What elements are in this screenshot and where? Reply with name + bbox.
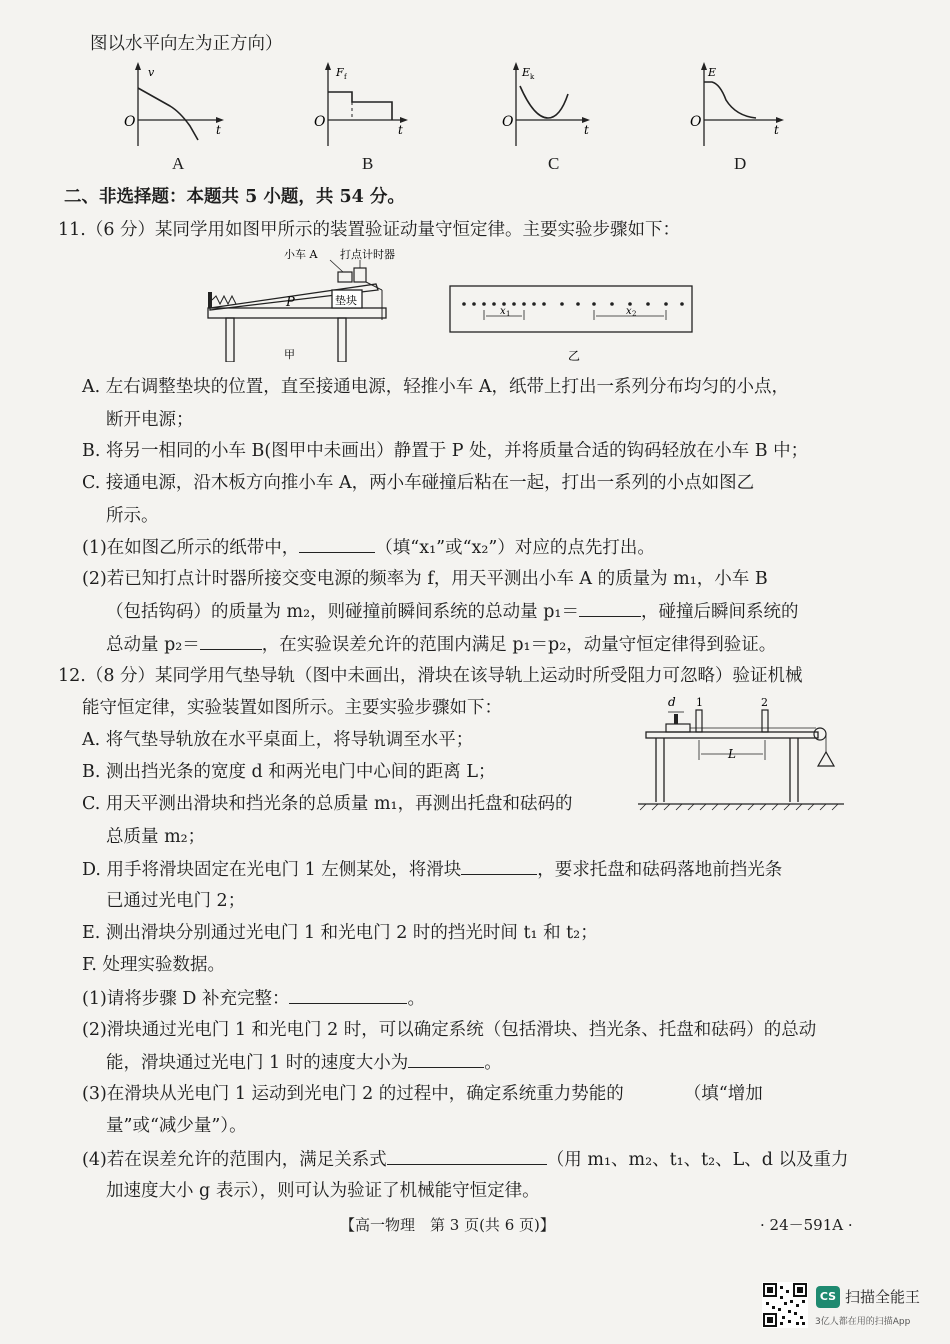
q12-step-c-2: 总质量 m₂； bbox=[106, 827, 206, 847]
section-2-title: 二、非选择题：本题共 5 小题，共 54 分。 bbox=[64, 187, 405, 207]
q12-sub1-a: (1)请将步骤 D 补充完整： bbox=[82, 989, 290, 1009]
option-b-label: B bbox=[362, 154, 374, 173]
q11-sub1 bbox=[82, 536, 655, 559]
q12-sub3-1 bbox=[82, 1083, 763, 1105]
q12-sub2-2 bbox=[106, 1051, 502, 1074]
x2-label: x bbox=[626, 306, 632, 317]
x1-label: x bbox=[500, 306, 506, 317]
graph-a-origin: O bbox=[124, 114, 136, 130]
tape bbox=[450, 286, 692, 332]
curve-c bbox=[520, 86, 568, 118]
graph-d bbox=[686, 60, 796, 150]
q11-sub1-a: (1)在如图乙所示的纸带中， bbox=[82, 538, 300, 558]
graph-a-ylabel: v bbox=[148, 66, 155, 79]
graph-a-xlabel: t bbox=[216, 123, 221, 137]
label-cart: 小车 A bbox=[284, 248, 318, 261]
q11-step-a-2: 断开电源； bbox=[106, 410, 194, 430]
q11-step-c-2: 所示。 bbox=[106, 506, 159, 526]
q12-step-d-1 bbox=[82, 858, 782, 881]
q12-step-f: F. 处理实验数据。 bbox=[82, 955, 226, 975]
graph-a bbox=[120, 60, 230, 150]
x1-sub: 1 bbox=[506, 310, 511, 318]
q12-step-d-2: 已通过光电门 2； bbox=[106, 891, 246, 911]
q12-step-a: A. 将气垫导轨放在水平桌面上，将导轨调至水平； bbox=[82, 730, 474, 750]
graph-b-ylabel: F bbox=[336, 66, 344, 79]
graph-c bbox=[498, 60, 608, 150]
q12-sub3-blank[interactable] bbox=[624, 1083, 684, 1099]
option-d-label: D bbox=[734, 154, 747, 173]
gate-2-label: 2 bbox=[761, 696, 768, 709]
x2-sub: 2 bbox=[632, 310, 637, 318]
graph-d-xlabel: t bbox=[774, 123, 779, 137]
label-block: 垫块 bbox=[335, 294, 357, 307]
light-bar bbox=[674, 714, 678, 724]
caption-jia: 甲 bbox=[284, 348, 295, 361]
q10-tail-text: 图以水平向左为正方向） bbox=[90, 34, 283, 54]
q12-intro-2: 能守恒定律，实验装置如图所示。主要实验步骤如下： bbox=[82, 698, 502, 718]
graph-c-xlabel: t bbox=[584, 123, 589, 137]
pulley bbox=[814, 728, 826, 740]
q11-sub2-1: (2)若已知打点计时器所接交变电源的频率为 f，用天平测出小车 A 的质量为 m₁，小车 B bbox=[82, 569, 768, 589]
qr-code-icon bbox=[762, 1282, 808, 1328]
q11-intro: 11.（6 分）某同学用如图甲所示的装置验证动量守恒定律。主要实验步骤如下： bbox=[58, 220, 681, 240]
q11-sub1-blank[interactable] bbox=[299, 536, 375, 553]
q12-step-d-blank[interactable] bbox=[461, 858, 537, 875]
label-p: P bbox=[286, 295, 295, 310]
scanner-logo-icon: CS bbox=[816, 1286, 840, 1308]
graph-d-origin: O bbox=[690, 114, 702, 130]
q12-step-d-1a: D. 用手将滑块固定在光电门 1 左侧某处，将滑块 bbox=[82, 860, 462, 880]
graph-b-origin: O bbox=[314, 114, 326, 130]
curve-d bbox=[704, 82, 756, 118]
option-a-label: A bbox=[172, 154, 185, 173]
option-c-label: C bbox=[548, 154, 560, 173]
graph-b bbox=[310, 60, 420, 150]
q12-sub2-2b: 。 bbox=[484, 1053, 502, 1073]
caption-yi: 乙 bbox=[568, 349, 581, 363]
scanner-tagline: 3亿人都在用的扫描App bbox=[815, 1317, 911, 1327]
q11-sub2-3a: 总动量 p₂＝ bbox=[106, 635, 200, 655]
spring bbox=[212, 296, 236, 304]
q11-sub2-2 bbox=[106, 600, 798, 623]
graph-d-ylabel: E bbox=[708, 66, 717, 79]
q11-p1-blank[interactable] bbox=[579, 600, 641, 617]
paper-code: · 24－591A · bbox=[760, 1216, 853, 1234]
q11-step-b: B. 将另一相同的小车 B(图甲中未画出）静置于 P 处，并将质量合适的钩码轻放在小车 B 中； bbox=[82, 441, 809, 461]
cart-a bbox=[338, 272, 352, 282]
q11-sub2-3b: ，在实验误差允许的范围内满足 p₁＝p₂，动量守恒定律得到验证。 bbox=[261, 635, 777, 655]
curve-b bbox=[328, 92, 392, 120]
q12-sub3-1b: （填“增加 bbox=[683, 1084, 763, 1104]
q12-sub3-1a: (3)在滑块从光电门 1 运动到光电门 2 的过程中，确定系统重力势能的 bbox=[82, 1084, 624, 1104]
q12-sub2-1: (2)滑块通过光电门 1 和光电门 2 时，可以确定系统（包括滑块、挡光条、托盘和砝码）的总动 bbox=[82, 1020, 817, 1040]
q12-step-e: E. 测出滑块分别通过光电门 1 和光电门 2 时的挡光时间 t₁ 和 t₂； bbox=[82, 923, 598, 943]
q12-sub4-2: 加速度大小 g 表示），则可认为验证了机械能守恒定律。 bbox=[106, 1181, 540, 1201]
gate-2 bbox=[762, 710, 768, 732]
q11-figure-yi bbox=[448, 284, 698, 364]
graph-c-origin: O bbox=[502, 114, 514, 130]
q12-sub4-1 bbox=[82, 1148, 849, 1171]
d-label: d bbox=[668, 695, 676, 709]
q12-sub1 bbox=[82, 987, 425, 1010]
scanner-brand: 扫描全能王 bbox=[845, 1288, 921, 1306]
gate-1 bbox=[696, 710, 702, 732]
page-footer: 【高一物理 第 3 页(共 6 页)】 bbox=[340, 1216, 555, 1234]
q12-sub2-2a: 能，滑块通过光电门 1 时的速度大小为 bbox=[106, 1053, 409, 1073]
q12-intro-1: 12.（8 分）某同学用气垫导轨（图中未画出，滑块在该导轨上运动时所受阻力可忽略）验证机械 bbox=[58, 666, 803, 686]
graph-b-xlabel: t bbox=[398, 123, 403, 137]
tray bbox=[818, 752, 834, 766]
q11-figure-jia bbox=[200, 246, 400, 362]
graph-c-ylabel: E bbox=[522, 66, 531, 79]
l-label: L bbox=[728, 747, 736, 761]
q12-sub1-b: 。 bbox=[407, 989, 425, 1009]
q12-sub4-1a: (4)若在误差允许的范围内，满足关系式 bbox=[82, 1150, 387, 1170]
q11-sub2-2b: ，碰撞后瞬间系统的 bbox=[640, 602, 799, 622]
q11-sub1-b: （填“x₁”或“x₂”）对应的点先打出。 bbox=[375, 538, 655, 558]
curve-a bbox=[138, 88, 198, 140]
timer bbox=[354, 268, 366, 282]
q12-sub1-blank[interactable] bbox=[289, 987, 407, 1004]
q12-figure bbox=[630, 694, 850, 814]
q11-step-c-1: C. 接通电源，沿木板方向推小车 A，两小车碰撞后粘在一起，打出一系列的小点如图乙 bbox=[82, 473, 755, 493]
q11-p2-blank[interactable] bbox=[200, 633, 262, 650]
q12-step-d-1b: ，要求托盘和砝码落地前挡光条 bbox=[537, 860, 783, 880]
q11-step-a-1: A. 左右调整垫块的位置，直至接通电源，轻推小车 A，纸带上打出一系列分布均匀的小点， bbox=[82, 377, 789, 397]
q12-relation-blank[interactable] bbox=[387, 1148, 547, 1165]
q12-sub3-2: 量”或“减少量”）。 bbox=[106, 1116, 247, 1136]
tape-dots bbox=[462, 302, 684, 306]
q12-sub4-1b: （用 m₁、m₂、t₁、t₂、L、d 以及重力 bbox=[546, 1150, 849, 1170]
q12-velocity-blank[interactable] bbox=[408, 1051, 484, 1068]
slider bbox=[666, 724, 690, 732]
q12-step-b: B. 测出挡光条的宽度 d 和两光电门中心间的距离 L； bbox=[82, 762, 496, 782]
q12-step-c-1: C. 用天平测出滑块和挡光条的总质量 m₁，再测出托盘和砝码的 bbox=[82, 794, 573, 814]
label-timer: 打点计时器 bbox=[340, 248, 395, 261]
gate-1-label: 1 bbox=[696, 696, 703, 709]
graph-b-ysub: f bbox=[344, 73, 347, 81]
q11-sub2-3 bbox=[106, 633, 776, 656]
graph-c-ysub: k bbox=[530, 73, 535, 81]
q11-sub2-2a: （包括钩码）的质量为 m₂，则碰撞前瞬间系统的总动量 p₁＝ bbox=[106, 602, 579, 622]
